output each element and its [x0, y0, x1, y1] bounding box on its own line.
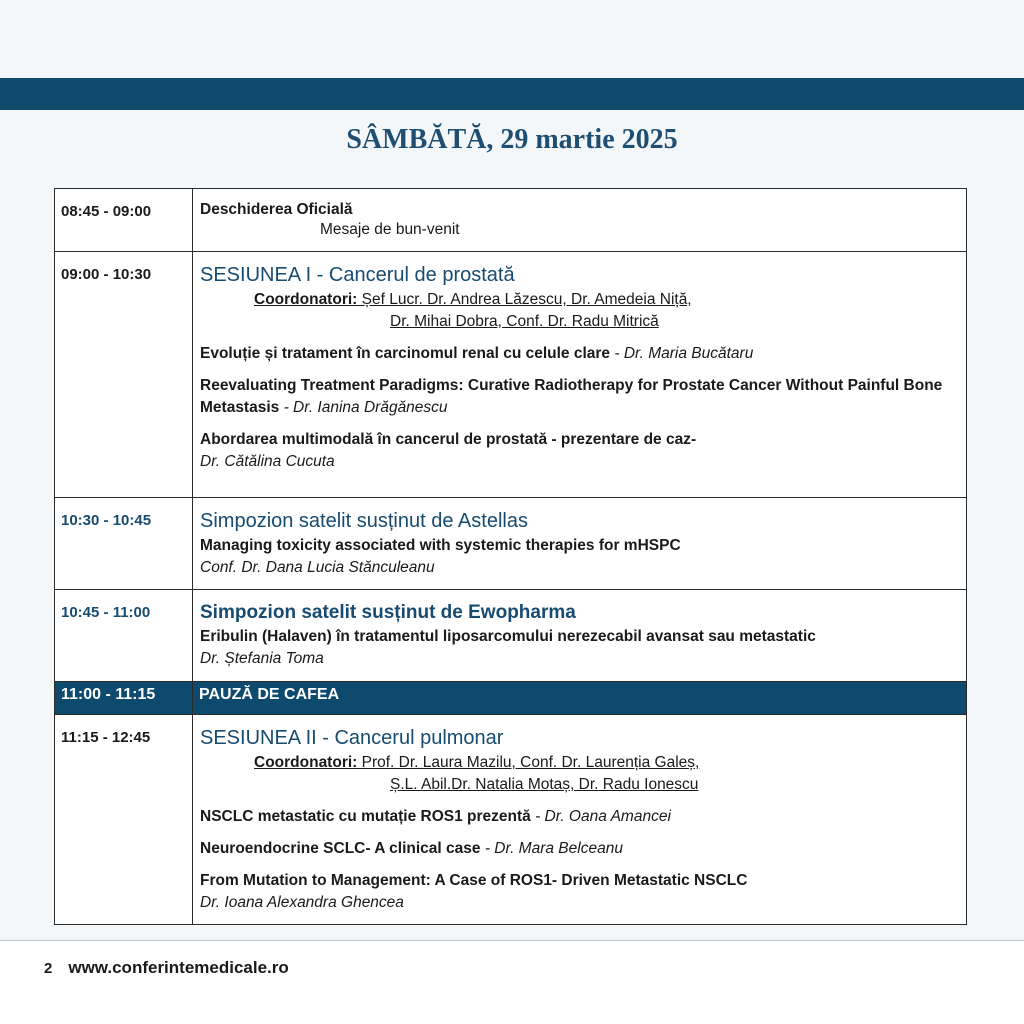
talk-speaker: Dr. Ștefania Toma: [200, 650, 324, 667]
talk-item: [200, 375, 960, 419]
time-cell: 11:00 - 11:15: [55, 682, 193, 715]
session-title: SESIUNEA II - Cancerul pulmonar: [200, 727, 504, 749]
talk-item: [200, 806, 960, 828]
website-link[interactable]: www.conferintemedicale.ro: [68, 958, 289, 977]
coordinators-names-cont: Ș.L. Abil.Dr. Natalia Motaș, Dr. Radu Ionescu: [390, 776, 699, 793]
page-number: 2: [44, 960, 53, 977]
talk-title: Neuroendocrine SCLC- A clinical case: [200, 840, 481, 857]
time-cell: 09:00 - 10:30: [55, 252, 193, 498]
coordinators-names: Prof. Dr. Laura Mazilu, Conf. Dr. Laurenția Galeș,: [357, 754, 700, 771]
table-row: [55, 498, 967, 590]
talk-title: NSCLC metastatic cu mutație ROS1 prezentă: [200, 808, 531, 825]
table-row: [55, 252, 967, 498]
header-band: [0, 78, 1024, 110]
talk-title: From Mutation to Management: A Case of ROS1- Driven Metastatic NSCLC: [200, 872, 748, 889]
talk-speaker: - Dr. Oana Amancei: [530, 808, 671, 825]
talk-speaker: Dr. Cătălina Cucuta: [200, 453, 335, 470]
talk-item: [200, 429, 960, 473]
content-cell: [193, 715, 967, 925]
talk-item: [200, 870, 960, 914]
coordinators-label: Coordonatori:: [254, 754, 358, 771]
coffee-break-row: [55, 682, 967, 715]
session-title: Simpozion satelit susținut de Astellas: [200, 510, 528, 532]
talk-title: Abordarea multimodală în cancerul de prostată - prezentare de caz-: [200, 431, 697, 448]
talk-title: Reevaluating Treatment Paradigms: Curative Radiotherapy for Prostate Cancer Without Painful Bone Metastasis: [200, 377, 943, 416]
talk-title: Evoluție și tratament în carcinomul renal cu celule clare: [200, 345, 611, 362]
content-cell: [193, 498, 967, 590]
time-cell: 11:15 - 12:45: [55, 715, 193, 925]
footer-divider: [0, 940, 1024, 941]
opening-subtitle: Mesaje de bun-venit: [320, 221, 460, 238]
talk-title: Eribulin (Halaven) în tratamentul liposarcomului nerezecabil avansat sau metastatic: [200, 628, 816, 645]
content-cell: [193, 252, 967, 498]
session-title: Simpozion satelit susținut de Ewopharma: [200, 602, 576, 623]
coordinators-label: Coordonatori:: [254, 291, 358, 308]
talk-speaker: - Dr. Maria Bucătaru: [610, 345, 754, 362]
session-title: SESIUNEA I - Cancerul de prostată: [200, 264, 515, 286]
time-cell: 10:45 - 11:00: [55, 590, 193, 682]
footer: [44, 958, 289, 978]
content-cell: [193, 189, 967, 252]
day-title: SÂMBĂTĂ, 29 martie 2025: [346, 124, 678, 155]
program-table: [54, 188, 967, 925]
talk-item: [200, 343, 960, 365]
coordinators-names-cont: Dr. Mihai Dobra, Conf. Dr. Radu Mitrică: [390, 313, 659, 330]
coordinators-line: [200, 752, 960, 774]
time-cell: 10:30 - 10:45: [55, 498, 193, 590]
table-row: [55, 189, 967, 252]
content-cell: [193, 590, 967, 682]
talk-speaker: Conf. Dr. Dana Lucia Stănculeanu: [200, 559, 435, 576]
talk-speaker: Dr. Ioana Alexandra Ghencea: [200, 894, 404, 911]
table-row: [55, 715, 967, 925]
talk-title: Managing toxicity associated with systemic therapies for mHSPC: [200, 537, 681, 554]
break-label: PAUZĂ DE CAFEA: [193, 682, 967, 715]
time-cell: 08:45 - 09:00: [55, 189, 193, 252]
talk-item: [200, 838, 960, 860]
coordinators-line: [200, 289, 960, 311]
opening-title: Deschiderea Oficială: [200, 201, 353, 218]
talk-speaker: - Dr. Mara Belceanu: [480, 840, 623, 857]
talk-speaker: - Dr. Ianina Drăgănescu: [279, 399, 448, 416]
coordinators-names: Șef Lucr. Dr. Andrea Lăzescu, Dr. Amedeia Niță,: [357, 291, 692, 308]
table-row: [55, 590, 967, 682]
